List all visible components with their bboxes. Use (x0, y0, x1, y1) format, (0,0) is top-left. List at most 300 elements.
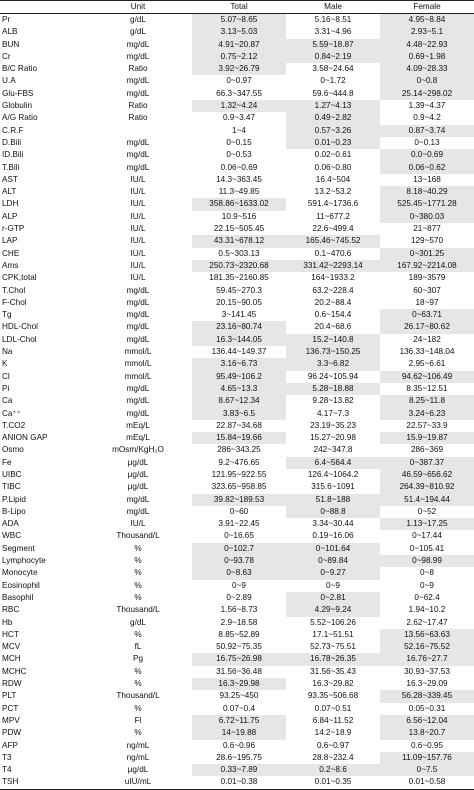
row-male-range: 5.52~106.26 (310, 617, 356, 627)
row-male-range: 0.2~8.6 (286, 764, 380, 776)
row-total-range: 0~8.63 (192, 567, 286, 579)
row-test-name: MCHC (2, 666, 27, 676)
table-row (0, 617, 474, 629)
row-total-range: 95.49~106.2 (192, 371, 286, 383)
table-row (0, 629, 474, 641)
row-male-range: 5.28~18.88 (286, 383, 380, 395)
row-male-range: 11~677.2 (316, 211, 350, 221)
table-row (0, 641, 474, 653)
table-row (0, 358, 474, 370)
table-row (0, 186, 474, 198)
row-female-range: 51.4~194.44 (380, 494, 474, 506)
table-row (0, 481, 474, 493)
table-row (0, 715, 474, 727)
row-female-range: 0.9~4.2 (413, 113, 441, 123)
row-male-range: 0.1~470.6 (314, 248, 352, 258)
row-total-range: 22.87~34.68 (216, 420, 262, 430)
row-male-range: 9.28~13.82 (312, 396, 354, 406)
row-test-name: P.Lipid (2, 494, 26, 504)
row-female-range: 0~98.99 (380, 555, 474, 567)
row-total-range: 0~9 (232, 580, 246, 590)
row-test-name: Fe (2, 457, 12, 467)
table-row (0, 604, 474, 616)
table-row (0, 678, 474, 690)
row-total-range: 16.3~144.05 (192, 334, 286, 346)
row-male-range: 0~2.81 (286, 592, 380, 604)
row-male-range: 16.3~29.82 (312, 679, 354, 689)
row-unit: % (134, 666, 142, 676)
row-female-range: 16.3~29.09 (406, 679, 448, 689)
row-test-name: ALT (2, 187, 17, 197)
table-row (0, 75, 474, 87)
row-male-range: 6.84~11.52 (312, 715, 354, 725)
row-unit: % (134, 728, 142, 738)
row-unit: mg/dL (126, 396, 150, 406)
row-test-name: HDL-Chol (2, 322, 38, 332)
table-row (0, 383, 474, 395)
row-female-range: 189~3579 (408, 273, 446, 283)
row-test-name: RDW (2, 679, 22, 689)
row-unit: mg/dL (126, 322, 150, 332)
table-row (0, 567, 474, 579)
table-row (0, 580, 474, 592)
row-female-range: 525.45~1771.28 (380, 198, 474, 210)
row-unit: IU/L (130, 224, 146, 234)
row-test-name: MPV (2, 715, 20, 725)
row-female-range: 56.28~339.45 (380, 690, 474, 702)
row-unit: Thousand/L (116, 691, 160, 701)
row-female-range: 2.95~6.61 (408, 359, 446, 369)
row-total-range: 8.85~52.89 (218, 629, 260, 639)
table-row (0, 690, 474, 702)
table-row (0, 444, 474, 456)
table-row (0, 125, 474, 137)
table-row (0, 555, 474, 567)
row-total-range: 3.92~26.79 (192, 63, 286, 75)
row-unit: % (134, 556, 142, 566)
row-female-range: 21~877 (413, 224, 441, 234)
row-unit: IU/L (130, 519, 146, 529)
row-female-range: 15.9~19.87 (380, 432, 474, 444)
row-total-range: 286~343.25 (217, 445, 261, 455)
row-female-range: 8.35~12.51 (406, 383, 448, 393)
row-unit: IU/L (130, 248, 146, 258)
row-test-name: F-Chol (2, 297, 27, 307)
row-test-name: ANION GAP (2, 433, 48, 443)
row-female-range: 136.33~148.04 (399, 347, 455, 357)
row-test-name: C.R.F (2, 125, 24, 135)
row-total-range: 43.31~678.12 (192, 235, 286, 247)
row-unit: mg/dL (126, 137, 150, 147)
row-test-name: MCH (2, 654, 21, 664)
row-unit: mg/dL (126, 408, 150, 418)
row-unit: Ratio (128, 64, 148, 74)
row-female-range: 264.39~810.92 (380, 481, 474, 493)
row-male-range: 93.35~506.68 (307, 691, 359, 701)
row-total-range: 16.3~29.98 (192, 678, 286, 690)
row-test-name: Segment (2, 543, 35, 553)
table-row (0, 776, 474, 789)
row-male-range: 59.6~444.8 (312, 88, 354, 98)
row-female-range: 0~52 (417, 506, 437, 516)
row-male-range: 0.02~0.61 (314, 150, 352, 160)
row-total-range: 0~0.15 (226, 137, 252, 147)
row-male-range: 0.19~16.06 (312, 531, 354, 541)
row-male-range: 31.56~35.43 (310, 666, 356, 676)
row-test-name: RBC (2, 605, 20, 615)
row-total-range: 0.75~2.12 (192, 51, 286, 63)
row-male-range: 0~9 (326, 580, 340, 590)
table-row (0, 309, 474, 321)
row-female-range: 8.18~40.29 (380, 186, 474, 198)
row-unit: mg/dL (126, 334, 150, 344)
table-row (0, 100, 474, 112)
row-female-range: 22.57~33.9 (406, 420, 448, 430)
row-unit: g/dL (130, 15, 146, 24)
table-row (0, 518, 474, 530)
row-unit: % (134, 568, 142, 578)
row-unit: IU/L (130, 174, 146, 184)
row-female-range: 0~8 (420, 568, 434, 578)
row-male-range: 0.01~0.35 (286, 776, 380, 789)
table-row (0, 223, 474, 235)
table-row (0, 248, 474, 260)
table-row (0, 137, 474, 149)
table-row (0, 457, 474, 469)
table-row (0, 235, 474, 247)
row-male-range: 3.3~6.82 (286, 358, 380, 370)
row-male-range: 5.16~8.51 (314, 15, 352, 24)
row-male-range: 165.46~745.52 (286, 235, 380, 247)
table-row (0, 321, 474, 333)
row-unit (84, 125, 192, 137)
row-test-name: PCT (2, 703, 19, 713)
row-total-range: 93.25~450 (219, 691, 259, 701)
row-test-name: Glu-FBS (2, 88, 34, 98)
row-test-name: MCV (2, 642, 21, 652)
row-male-range: 0~1.72 (320, 76, 346, 86)
row-total-range: 0~60 (229, 506, 249, 516)
table-row (0, 592, 474, 604)
row-unit: IU/L (130, 273, 146, 283)
row-test-name: T4 (2, 765, 12, 775)
row-test-name: Ca⁺⁺ (2, 408, 22, 418)
row-unit: % (134, 543, 142, 553)
row-total-range: 4.91~20.87 (192, 39, 286, 51)
row-female-range: 46.59~656.62 (380, 469, 474, 481)
row-total-range: 9.2~476.65 (218, 457, 260, 467)
row-unit: μg/dL (127, 457, 149, 467)
table-row (0, 334, 474, 346)
row-test-name: WBC (2, 531, 22, 541)
row-test-name: ALP (2, 211, 18, 221)
row-unit: IU/L (130, 199, 146, 209)
row-unit: ng/mL (126, 740, 150, 750)
table-row (0, 88, 474, 100)
row-unit: mmol/L (124, 371, 152, 381)
table-row (0, 297, 474, 309)
row-female-range: 0~387.37 (380, 457, 474, 469)
header-male: Male (286, 1, 380, 14)
table-row (0, 666, 474, 678)
row-test-name: U.A (2, 76, 16, 86)
row-total-range: 28.6~195.75 (216, 752, 262, 762)
row-test-name: Cl (2, 371, 10, 381)
row-test-name: ADA (2, 519, 19, 529)
row-total-range: 0~0.53 (226, 150, 252, 160)
row-unit: mmol/L (124, 359, 152, 369)
table-row (0, 198, 474, 210)
row-female-range: 0~0.8 (380, 75, 474, 87)
row-female-range: 4.48~22.93 (380, 39, 474, 51)
row-test-name: ALB (2, 27, 18, 37)
row-female-range: 13~168 (413, 174, 441, 184)
table-row (0, 752, 474, 764)
row-test-name: Pr (2, 15, 11, 24)
row-female-range: 0~105.41 (409, 543, 445, 553)
row-test-name: LDL-Chol (2, 334, 37, 344)
row-total-range: 6.72~11.75 (192, 715, 286, 727)
row-test-name: Basophil (2, 592, 34, 602)
row-male-range: 126.4~1064.2 (307, 469, 359, 479)
row-test-name: Monocyte (2, 568, 38, 578)
row-unit: mg/dL (126, 285, 150, 295)
row-female-range: 52.16~75.52 (380, 641, 474, 653)
row-test-name: UIBC (2, 469, 22, 479)
row-female-range: 286~369 (410, 445, 444, 455)
row-female-range: 167.92~2214.08 (380, 260, 474, 272)
table-row (0, 727, 474, 739)
table-row (0, 272, 474, 284)
table-row (0, 432, 474, 444)
row-total-range: 3~141.45 (221, 310, 257, 320)
row-test-name: D.Bili (2, 137, 22, 147)
row-male-range: 4.29~9.24 (286, 604, 380, 616)
row-male-range: 23.19~35.23 (310, 420, 356, 430)
row-total-range: 22.15~505.45 (213, 224, 265, 234)
row-female-range: 13.8~20.7 (380, 727, 474, 739)
row-female-range: 129~570 (410, 236, 444, 246)
row-test-name: PLT (2, 691, 17, 701)
header-total: Total (192, 1, 286, 14)
row-female-range: 0.01~0.58 (380, 776, 474, 789)
row-unit: Fl (134, 715, 142, 725)
row-female-range: 4.09~28.33 (380, 63, 474, 75)
row-total-range: 31.56~36.48 (216, 666, 262, 676)
row-total-range: 0.01~0.38 (192, 776, 286, 789)
row-female-range: 3.24~6.23 (380, 408, 474, 420)
table-row (0, 469, 474, 481)
row-male-range: 0.06~0.80 (314, 162, 352, 172)
row-male-range: 3.58~24.64 (312, 64, 354, 74)
table-row (0, 14, 474, 27)
row-total-range: 14~19.88 (192, 727, 286, 739)
row-unit: % (134, 629, 142, 639)
row-female-range: 0~7.5 (380, 764, 474, 776)
row-male-range: 0.6~0.97 (316, 740, 350, 750)
row-female-range: 13.56~63.63 (380, 629, 474, 641)
table-row (0, 285, 474, 297)
row-male-range: 0~88.8 (286, 506, 380, 518)
row-male-range: 136.73~150.25 (286, 346, 380, 358)
row-unit: Ratio (128, 101, 148, 111)
row-unit: μg/dL (127, 765, 149, 775)
row-total-range: 15.84~19.66 (192, 432, 286, 444)
row-male-range: 0~9.27 (286, 567, 380, 579)
row-test-name: AFP (2, 740, 18, 750)
row-test-name: T3 (2, 752, 12, 762)
row-test-name: Pi (2, 383, 10, 393)
row-male-range: 4.17~7.3 (316, 408, 350, 418)
row-male-range: 6.4~564.4 (286, 457, 380, 469)
row-total-range: 181.35~2160.85 (209, 273, 269, 283)
row-male-range: 0.57~3.26 (286, 125, 380, 137)
row-total-range: 0~102.7 (192, 543, 286, 555)
row-male-range: 242~347.8 (313, 445, 353, 455)
row-female-range: 1.39~4.37 (408, 101, 446, 111)
row-test-name: Na (2, 347, 13, 357)
row-female-range: 2.93~5.1 (380, 26, 474, 38)
row-total-range: 358.86~1633.02 (192, 198, 286, 210)
header-unit: Unit (84, 1, 192, 14)
table-row (0, 63, 474, 75)
row-unit: IU/L (130, 260, 146, 270)
row-test-name: K (2, 359, 8, 369)
row-unit: mg/dL (126, 506, 150, 516)
row-test-name: BUN (2, 39, 20, 49)
row-unit: % (134, 679, 142, 689)
row-male-range: 0.07~0.51 (314, 703, 352, 713)
row-test-name: Tg (2, 310, 12, 320)
row-female-range: 26.17~80.62 (380, 321, 474, 333)
table-row (0, 371, 474, 383)
row-female-range: 4.95~8.84 (380, 14, 474, 27)
table-row (0, 260, 474, 272)
row-total-range: 0.33~7.89 (192, 764, 286, 776)
row-male-range: 20.2~88.4 (314, 297, 352, 307)
row-female-range: 0.6~0.95 (410, 740, 444, 750)
row-unit: % (134, 703, 142, 713)
table-row (0, 530, 474, 542)
table-row (0, 420, 474, 432)
row-total-range: 0~2.89 (226, 592, 252, 602)
row-total-range: 2.9~18.58 (220, 617, 258, 627)
row-test-name: LDH (2, 199, 19, 209)
row-male-range: 52.73~75.51 (310, 642, 356, 652)
row-female-range: 0.87~3.74 (380, 125, 474, 137)
row-male-range: 5.59~18.87 (286, 39, 380, 51)
row-unit: μg/dL (127, 469, 149, 479)
row-total-range: 3.83~6.5 (192, 408, 286, 420)
row-female-range: 11.09~157.76 (380, 752, 474, 764)
row-test-name: Cr (2, 51, 11, 61)
row-test-name: Ams (2, 260, 19, 270)
row-test-name: T.Chol (2, 285, 26, 295)
row-female-range: 0.05~0.31 (408, 703, 446, 713)
row-female-range: 0~63.71 (380, 309, 474, 321)
row-test-name: T.CO2 (2, 420, 26, 430)
table-row (0, 51, 474, 63)
row-male-range: 3.31~4.96 (314, 27, 352, 37)
row-male-range: 22.6~499.4 (312, 224, 354, 234)
table-row (0, 39, 474, 51)
row-unit: g/dL (130, 27, 146, 37)
row-unit: ng/mL (126, 752, 150, 762)
table-body (0, 14, 474, 790)
header-female: Female (380, 1, 474, 14)
row-female-range: 0.69~1.98 (380, 51, 474, 63)
row-unit: % (134, 580, 142, 590)
row-total-range: 0~16.65 (224, 531, 254, 541)
row-female-range: 1.13~17.25 (380, 518, 474, 530)
row-test-name: Ca (2, 396, 13, 406)
table-row (0, 149, 474, 161)
table-row (0, 112, 474, 124)
row-female-range: 0~17.44 (412, 531, 442, 541)
row-male-range: 1.27~4.13 (286, 100, 380, 112)
row-test-name: Globulin (2, 101, 33, 111)
row-female-range: 0.06~0.62 (380, 162, 474, 174)
row-test-name: r-GTP (2, 224, 25, 234)
row-total-range: 5.07~8.65 (192, 14, 286, 27)
row-male-range: 51.8~188 (286, 494, 380, 506)
row-test-name: T.Bili (2, 162, 20, 172)
header-test-name (0, 1, 84, 14)
row-total-range: 1~4 (232, 125, 246, 135)
row-test-name: HCT (2, 629, 19, 639)
row-male-range: 3.34~30.44 (312, 519, 354, 529)
row-total-range: 0.06~0.69 (220, 162, 258, 172)
row-unit: mEq/L (126, 433, 150, 443)
row-total-range: 16.75~26.98 (192, 653, 286, 665)
row-male-range: 15.2~140.8 (286, 334, 380, 346)
row-male-range: 16.4~504 (315, 174, 351, 184)
row-test-name: Eosinophil (2, 580, 40, 590)
row-test-name: CHE (2, 248, 20, 258)
row-total-range: 14.3~363.45 (216, 174, 262, 184)
row-male-range: 13.2~53.2 (314, 187, 352, 197)
row-total-range: 0.5~303.13 (218, 248, 260, 258)
row-female-range: 8.25~11.8 (380, 395, 474, 407)
table-row (0, 408, 474, 420)
row-test-name: Osmo (2, 445, 24, 455)
row-male-range: 0.84~2.19 (286, 51, 380, 63)
row-total-range: 4.65~13.3 (192, 383, 286, 395)
table-row (0, 740, 474, 752)
row-unit: IU/L (130, 211, 146, 221)
row-total-range: 1.56~8.73 (220, 605, 258, 615)
row-female-range: 1.94~10.2 (408, 605, 446, 615)
row-unit: % (134, 592, 142, 602)
row-unit: mg/dL (126, 150, 150, 160)
row-total-range: 136.44~149.37 (211, 347, 267, 357)
row-total-range: 1.32~4.24 (192, 100, 286, 112)
row-unit: mg/dL (126, 297, 150, 307)
row-total-range: 50.92~75.35 (216, 642, 262, 652)
row-total-range: 121.95~922.55 (211, 469, 267, 479)
row-total-range: 0.9~3.47 (222, 113, 256, 123)
row-male-range: 16.78~26.35 (286, 653, 380, 665)
row-test-name: Hb (2, 617, 13, 627)
row-female-range: 25.14~298.02 (380, 88, 474, 100)
row-total-range: 3.13~5.03 (192, 26, 286, 38)
table-row (0, 543, 474, 555)
row-unit: mg/dL (126, 39, 150, 49)
row-test-name: A/G Ratio (2, 113, 38, 123)
row-total-range: 250.73~2320.68 (192, 260, 286, 272)
row-unit: uIU/mL (84, 776, 192, 789)
table-row (0, 494, 474, 506)
